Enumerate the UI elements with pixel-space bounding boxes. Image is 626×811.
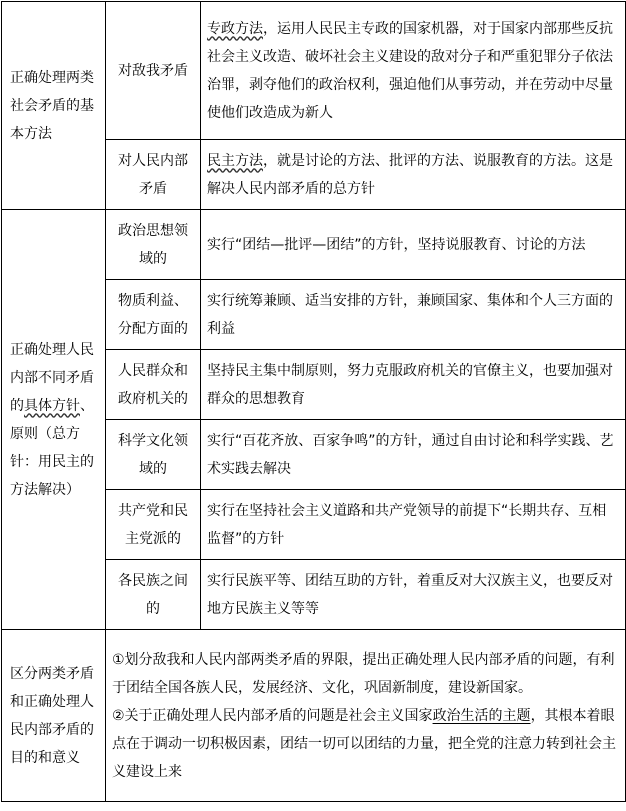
desc-cell <box>201 2 626 140</box>
desc-text: 实行在坚持社会主义道路和共产党领导的前提下“长期共存、互相监督”的方针 <box>207 502 607 547</box>
group-purpose-significance <box>2 630 106 802</box>
sub-label-cell <box>106 560 201 630</box>
group-label-c: 、原则（总方针：用民主的方法解决） <box>10 397 94 498</box>
specific-policy-term: 具体方针 <box>24 397 80 414</box>
point-1: ①划分敌我和人民内部两类矛盾的界限，提出正确处理人民内部矛盾的问题，有利于团结全国各族人民，发展经济、文化，巩固新制度，建设新国家。 <box>112 651 615 696</box>
political-life-theme-term: 政治生活的主题 <box>432 707 531 724</box>
point-2-text-c: ，其根本着眼点在于调动一切积极因素，团结一切可以团结的力量，把全党的注意力转到社会主义建设上来 <box>112 707 616 780</box>
sub-label: 科学文化领域的 <box>118 432 188 477</box>
sub-label: 对人民内部矛盾 <box>118 152 188 197</box>
desc-text: 坚持民主集中制原则，努力克服政府机关的官僚主义，也要加强对群众的思想教育 <box>207 362 613 407</box>
sub-label-cell <box>106 210 201 280</box>
desc-text: 实行“团结—批评—团结”的方针，坚持说服教育、讨论的方法 <box>207 236 586 253</box>
sub-label-cell <box>106 280 201 350</box>
group-label-a: 正确处理人民内部不同矛盾的 <box>10 341 94 414</box>
point-2 <box>112 702 619 786</box>
desc-cell <box>201 560 626 630</box>
table-row <box>2 630 626 802</box>
sub-label-cell <box>106 350 201 420</box>
sub-label: 物质利益、分配方面的 <box>118 292 188 337</box>
point-2-text-a: ②关于正确处理人民内部矛盾的问题是社会主义国家 <box>112 707 433 724</box>
sub-label-cell <box>106 140 201 210</box>
table-row <box>2 210 626 280</box>
group-basic-methods <box>2 2 106 210</box>
desc-cell <box>201 350 626 420</box>
contradictions-table <box>1 1 626 802</box>
desc-text: 实行统筹兼顾、适当安排的方针，兼顾国家、集体和个人三方面的利益 <box>207 292 613 337</box>
group-label: 区分两类矛盾和正确处理人民内部矛盾的目的和意义 <box>10 665 94 766</box>
table-row <box>2 2 626 140</box>
dictatorship-method-term: 专政方法 <box>207 20 263 37</box>
desc-cell <box>201 490 626 560</box>
desc-cell <box>201 140 626 210</box>
desc-text: ，就是讨论的方法、批评的方法、说服教育的方法。这是解决人民内部矛盾的总方针 <box>207 152 613 197</box>
desc-cell <box>201 420 626 490</box>
desc-text: 实行“百花齐放、百家争鸣”的方针，通过自由讨论和科学实践、艺术实践去解决 <box>207 432 614 477</box>
desc-text: 实行民族平等、团结互助的方针，着重反对大汉族主义，也要反对地方民族主义等等 <box>207 572 613 617</box>
sub-label-cell <box>106 2 201 140</box>
significance-cell <box>106 630 626 802</box>
sub-label: 对敌我矛盾 <box>118 62 188 79</box>
sub-label-cell <box>106 420 201 490</box>
desc-cell <box>201 280 626 350</box>
democratic-method-term: 民主方法 <box>207 152 263 169</box>
sub-label-cell <box>106 490 201 560</box>
sub-label: 各民族之间的 <box>118 572 188 617</box>
group-specific-policies <box>2 210 106 630</box>
group-label: 正确处理两类社会矛盾的基本方法 <box>10 69 94 142</box>
sub-label: 人民群众和政府机关的 <box>118 362 188 407</box>
desc-cell <box>201 210 626 280</box>
sub-label: 政治思想领域的 <box>118 222 188 267</box>
desc-text: ，运用人民民主专政的国家机器，对于国家内部那些反抗社会主义改造、破坏社会主义建设的敌对分子和严重犯罪分子依法治罪，剥夺他们的政治权利，强迫他们从事劳动，并在劳动中尽量使他们改造成为新人 <box>207 20 613 121</box>
sub-label: 共产党和民主党派的 <box>118 502 188 547</box>
